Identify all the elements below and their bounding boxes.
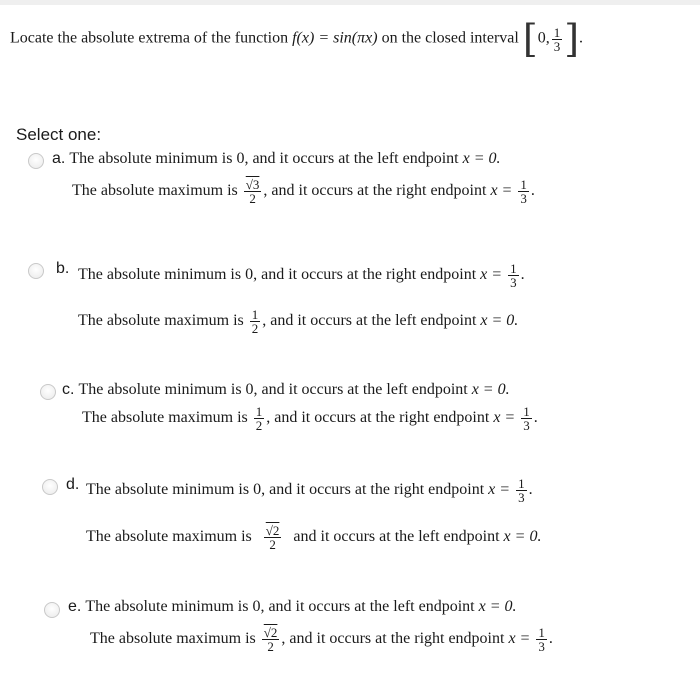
option-e-line2[interactable]: The absolute maximum is $\frac{√2}{2}$ , and it occurs at the right endpoint x = $\frac{1}{3}$ . [90, 625, 553, 654]
option-a-min-math: x = 0. [462, 150, 501, 167]
option-d-letter: d. [66, 476, 80, 493]
option-b-min-fraction [508, 262, 519, 289]
option-e-max-fraction [262, 626, 280, 653]
max-denominator: 2 [251, 321, 259, 336]
end-numerator: 1 [523, 404, 530, 419]
max-numerator: 1 [251, 307, 259, 322]
option-d-end-math: x = 0. [503, 528, 542, 546]
option-d-min-text: The absolute minimum is 0, and it occurs at the right endpoint [86, 481, 485, 499]
option-e-var: x = [508, 630, 531, 648]
option-a-min-text: The absolute minimum is 0, and it occurs at the left endpoint [69, 150, 459, 167]
option-c-line1[interactable] [62, 381, 510, 399]
radio-option-e[interactable] [44, 602, 60, 618]
end-denominator: 3 [538, 639, 545, 654]
option-d-min-fraction [516, 477, 527, 504]
option-d-max-fraction [264, 524, 282, 551]
option-e-endpoint-text: , and it occurs at the right endpoint [281, 630, 505, 648]
option-c-min-math: x = 0. [471, 381, 510, 398]
option-b-endpoint-text: , and it occurs at the left endpoint [262, 312, 477, 330]
right-bracket: ] [564, 17, 580, 61]
option-c-end-fraction [521, 405, 532, 432]
radio-option-b[interactable] [28, 263, 44, 279]
option-c-letter: c. [62, 381, 75, 398]
option-e-min-math: x = 0. [478, 598, 517, 615]
option-b-min-text: The absolute minimum is 0, and it occurs at the right endpoint [78, 266, 477, 284]
option-d-line1[interactable]: The absolute minimum is 0, and it occurs at the right endpoint x = $\frac{1}{3}$ . [86, 476, 533, 505]
option-d-line2[interactable] [86, 524, 541, 551]
option-b-max-fraction [250, 308, 261, 335]
option-b-line1[interactable]: The absolute minimum is 0, and it occurs at the right endpoint x = $\frac{1}{3}$ . [78, 261, 525, 290]
max-numerator: √3 [245, 177, 260, 192]
option-b-var: x = [480, 266, 503, 284]
min-denominator: 3 [518, 490, 525, 505]
end-denominator: 3 [520, 191, 527, 206]
max-denominator: 2 [244, 191, 262, 205]
select-one-label: Select one: [16, 125, 102, 144]
interval-start: 0, [537, 29, 550, 47]
radio-option-c[interactable] [40, 384, 56, 400]
option-e-max-text: The absolute maximum is [90, 630, 256, 648]
option-e-min-text: The absolute minimum is 0, and it occurs at the left endpoint [85, 598, 475, 615]
option-a-max-text: The absolute maximum is [72, 182, 238, 200]
interval-denominator: 3 [553, 38, 561, 54]
max-denominator: 2 [255, 418, 263, 433]
max-denominator: 2 [262, 639, 280, 653]
option-b-end-math: x = 0. [480, 312, 519, 330]
end-denominator: 3 [523, 418, 530, 433]
option-c-line2[interactable]: The absolute maximum is $\frac{1}{2}$ , and it occurs at the right endpoint x = $\frac{1}{3}$ . [82, 404, 538, 433]
min-denominator: 3 [510, 275, 517, 290]
end-numerator: 1 [520, 177, 527, 192]
left-bracket: [ [522, 17, 538, 61]
option-a-end-fraction [518, 178, 529, 205]
radio-option-a[interactable] [28, 153, 44, 169]
top-divider [0, 0, 700, 5]
question-function: f(x) = sin(πx) [292, 29, 378, 47]
option-e-letter: e. [68, 598, 82, 615]
option-c-var: x = [493, 409, 516, 427]
option-d-endpoint-text: and it occurs at the left endpoint [293, 528, 500, 546]
interval-numerator: 1 [553, 24, 561, 40]
option-d-var: x = [488, 481, 511, 499]
question-prefix: Locate the absolute extrema of the function [10, 29, 289, 47]
interval-end-fraction [552, 26, 563, 53]
option-c-max-fraction [254, 405, 265, 432]
min-numerator: 1 [518, 476, 525, 491]
max-numerator: √2 [263, 625, 278, 640]
option-a-letter: a. [52, 150, 66, 167]
option-c-endpoint-text: , and it occurs at the right endpoint [266, 409, 490, 427]
option-e-end-fraction [536, 626, 547, 653]
question-end: . [579, 29, 584, 47]
option-a-endpoint-text: , and it occurs at the right endpoint [263, 182, 487, 200]
question-text [10, 17, 584, 61]
option-b-line2[interactable] [78, 308, 518, 335]
question-mid: on the closed interval [381, 29, 519, 47]
option-c-min-text: The absolute minimum is 0, and it occurs at the left endpoint [78, 381, 468, 398]
max-numerator: 1 [255, 404, 263, 419]
option-a-max-fraction [244, 178, 262, 205]
radio-option-d[interactable] [42, 479, 58, 495]
option-a-var: x = [490, 182, 513, 200]
option-b-max-text: The absolute maximum is [78, 312, 244, 330]
option-a-line2[interactable]: The absolute maximum is $\frac{√3}{2}$ , and it occurs at the right endpoint x = $\frac{1}{3}$ . [72, 177, 535, 206]
max-numerator: √2 [265, 523, 280, 538]
option-d-max-text: The absolute maximum is [86, 528, 252, 546]
option-e-line1[interactable] [68, 598, 517, 616]
end-numerator: 1 [538, 625, 545, 640]
option-b-letter: b. [56, 260, 70, 277]
option-c-max-text: The absolute maximum is [82, 409, 248, 427]
max-denominator: 2 [264, 537, 282, 551]
min-numerator: 1 [510, 261, 517, 276]
option-a-line1[interactable] [52, 150, 501, 168]
